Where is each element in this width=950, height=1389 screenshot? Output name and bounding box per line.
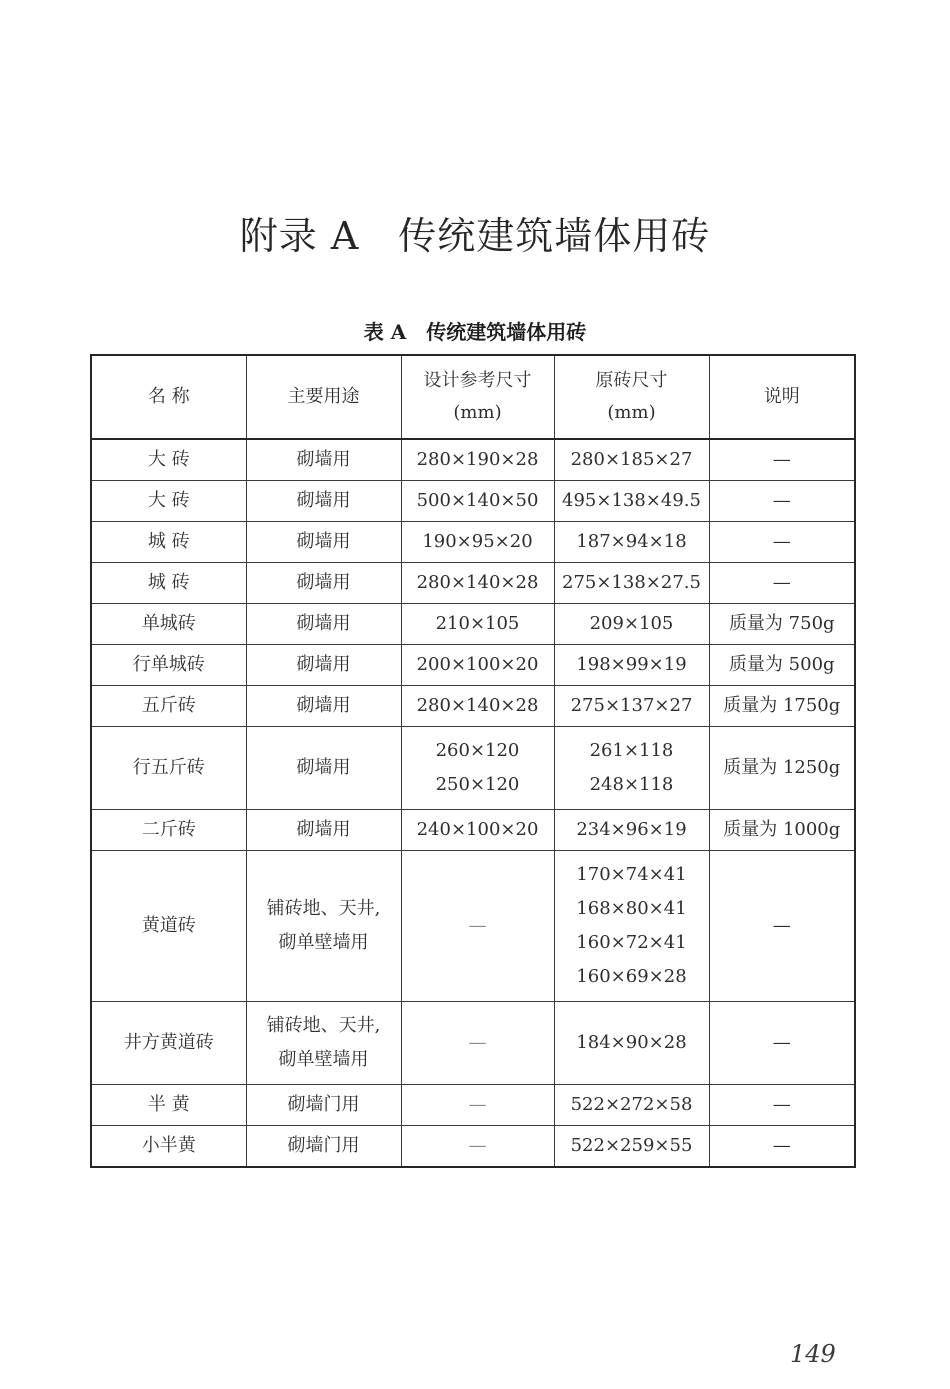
- cell-original-size-line: 275×138×27.5: [562, 572, 701, 593]
- header-original-size: [554, 355, 709, 439]
- cell-use-line: 砌墙用: [296, 449, 351, 470]
- cell-name: 大 砖: [91, 481, 246, 522]
- cell-original-size-line: 187×94×18: [576, 531, 687, 552]
- table-row: [91, 1085, 855, 1126]
- cell-name: 单城砖: [91, 604, 246, 645]
- cell-use-line: 砌墙门用: [287, 1135, 360, 1156]
- cell-original-size-line: 248×118: [589, 774, 674, 795]
- cell-design-size-line: —: [468, 1032, 487, 1053]
- cell-design-size-line: 280×190×28: [416, 449, 539, 470]
- table-row: [91, 851, 855, 1002]
- header-design-size-label: 设计参考尺寸: [423, 370, 532, 391]
- cell-design-size: [401, 1002, 554, 1085]
- cell-use-line: 铺砖地、天井,: [266, 898, 381, 919]
- cell-note: —: [709, 1085, 855, 1126]
- cell-design-size-line: 280×140×28: [416, 572, 539, 593]
- cell-design-size-line: 190×95×20: [422, 531, 533, 552]
- cell-original-size: [554, 604, 709, 645]
- cell-design-size: [401, 727, 554, 810]
- cell-design-size-line: 250×120: [435, 774, 520, 795]
- cell-original-size: [554, 481, 709, 522]
- table-caption: 表 A 传统建筑墙体用砖: [363, 320, 587, 344]
- cell-use-line: 砌墙门用: [287, 1094, 360, 1115]
- cell-use: [246, 563, 401, 604]
- table-row: [91, 563, 855, 604]
- cell-design-size-line: 500×140×50: [416, 490, 539, 511]
- cell-original-size-line: 168×80×41: [576, 898, 687, 919]
- cell-use-line: 砌墙用: [296, 572, 351, 593]
- cell-note: 质量为 1750g: [709, 686, 855, 727]
- cell-name: 二斤砖: [91, 810, 246, 851]
- cell-original-size: [554, 1085, 709, 1126]
- cell-design-size-line: —: [468, 1135, 487, 1156]
- cell-use-line: 砌墙用: [296, 654, 351, 675]
- cell-original-size-line: 275×137×27: [570, 695, 693, 716]
- cell-original-size: [554, 810, 709, 851]
- cell-note: —: [709, 1002, 855, 1085]
- table-row: [91, 481, 855, 522]
- cell-design-size-line: 210×105: [435, 613, 520, 634]
- cell-original-size-line: 522×259×55: [570, 1135, 693, 1156]
- cell-use: [246, 851, 401, 1002]
- cell-use: [246, 481, 401, 522]
- table-row: [91, 1002, 855, 1085]
- cell-original-size-line: 209×105: [589, 613, 674, 634]
- cell-note: —: [709, 563, 855, 604]
- cell-use-line: 砌墙用: [296, 757, 351, 778]
- table-row: [91, 522, 855, 563]
- cell-note: 质量为 1000g: [709, 810, 855, 851]
- cell-use: [246, 686, 401, 727]
- brick-table: [90, 354, 856, 1168]
- table-row: [91, 439, 855, 481]
- header-design-size: [401, 355, 554, 439]
- cell-design-size: [401, 522, 554, 563]
- cell-design-size: [401, 563, 554, 604]
- cell-original-size-line: 184×90×28: [576, 1032, 687, 1053]
- cell-design-size: [401, 481, 554, 522]
- cell-use: [246, 439, 401, 481]
- cell-use: [246, 1085, 401, 1126]
- table-row: [91, 686, 855, 727]
- cell-use-line: 砌墙用: [296, 819, 351, 840]
- cell-design-size: [401, 1085, 554, 1126]
- cell-design-size-line: 280×140×28: [416, 695, 539, 716]
- cell-original-size-line: 234×96×19: [576, 819, 687, 840]
- cell-name: 小半黄: [91, 1126, 246, 1168]
- cell-original-size: [554, 1126, 709, 1168]
- cell-design-size: [401, 604, 554, 645]
- cell-original-size: [554, 1002, 709, 1085]
- cell-name: 五斤砖: [91, 686, 246, 727]
- cell-name: 井方黄道砖: [91, 1002, 246, 1085]
- cell-original-size: [554, 439, 709, 481]
- cell-original-size-line: 198×99×19: [576, 654, 687, 675]
- cell-note: —: [709, 439, 855, 481]
- header-original-size-label: 原砖尺寸: [595, 370, 668, 391]
- cell-design-size: [401, 439, 554, 481]
- table-body: [91, 439, 855, 1167]
- cell-use: [246, 604, 401, 645]
- cell-design-size-line: —: [468, 1094, 487, 1115]
- cell-note: —: [709, 851, 855, 1002]
- cell-note: 质量为 500g: [709, 645, 855, 686]
- cell-note: 质量为 750g: [709, 604, 855, 645]
- cell-use: [246, 645, 401, 686]
- cell-design-size-line: —: [468, 915, 487, 936]
- cell-name: 大 砖: [91, 439, 246, 481]
- cell-name: 城 砖: [91, 522, 246, 563]
- cell-original-size-line: 261×118: [589, 740, 674, 761]
- cell-original-size: [554, 686, 709, 727]
- page-number: 149: [790, 1340, 836, 1368]
- cell-original-size-line: 280×185×27: [570, 449, 693, 470]
- table-row: [91, 727, 855, 810]
- cell-original-size-line: 495×138×49.5: [562, 490, 701, 511]
- cell-original-size: [554, 563, 709, 604]
- table-row: [91, 810, 855, 851]
- appendix-title: 附录 A 传统建筑墙体用砖: [239, 214, 711, 258]
- cell-note: —: [709, 522, 855, 563]
- cell-original-size: [554, 727, 709, 810]
- cell-use-line: 砌墙用: [296, 531, 351, 552]
- cell-use-line: 砌单壁墙用: [278, 932, 369, 953]
- cell-design-size-line: 240×100×20: [416, 819, 539, 840]
- cell-original-size-line: 160×72×41: [576, 932, 687, 953]
- cell-use-line: 砌单壁墙用: [278, 1049, 369, 1070]
- cell-name: 黄道砖: [91, 851, 246, 1002]
- header-original-size-unit: (mm): [607, 402, 656, 423]
- cell-design-size-line: 200×100×20: [416, 654, 539, 675]
- cell-design-size: [401, 1126, 554, 1168]
- cell-design-size: [401, 645, 554, 686]
- cell-original-size-line: 160×69×28: [576, 966, 687, 987]
- cell-note: —: [709, 481, 855, 522]
- cell-note: —: [709, 1126, 855, 1168]
- header-use: 主要用途: [246, 355, 401, 439]
- cell-use-line: 砌墙用: [296, 695, 351, 716]
- cell-design-size: [401, 686, 554, 727]
- cell-use: [246, 727, 401, 810]
- table-header: [91, 355, 855, 439]
- cell-original-size: [554, 645, 709, 686]
- cell-original-size: [554, 522, 709, 563]
- cell-name: 行单城砖: [91, 645, 246, 686]
- header-design-size-unit: (mm): [453, 402, 502, 423]
- cell-design-size-line: 260×120: [435, 740, 520, 761]
- cell-use: [246, 1002, 401, 1085]
- cell-use: [246, 810, 401, 851]
- table-row: [91, 645, 855, 686]
- cell-use: [246, 522, 401, 563]
- cell-name: 行五斤砖: [91, 727, 246, 810]
- header-note: 说明: [709, 355, 855, 439]
- cell-original-size-line: 170×74×41: [576, 864, 687, 885]
- cell-note: 质量为 1250g: [709, 727, 855, 810]
- cell-use-line: 砌墙用: [296, 613, 351, 634]
- cell-use-line: 铺砖地、天井,: [266, 1015, 381, 1036]
- cell-design-size: [401, 851, 554, 1002]
- cell-name: 城 砖: [91, 563, 246, 604]
- cell-use: [246, 1126, 401, 1168]
- cell-original-size: [554, 851, 709, 1002]
- cell-design-size: [401, 810, 554, 851]
- cell-original-size-line: 522×272×58: [570, 1094, 693, 1115]
- table-row: [91, 1126, 855, 1168]
- header-row: [91, 355, 855, 439]
- header-name: 名 称: [91, 355, 246, 439]
- cell-name: 半 黄: [91, 1085, 246, 1126]
- cell-use-line: 砌墙用: [296, 490, 351, 511]
- table-row: [91, 604, 855, 645]
